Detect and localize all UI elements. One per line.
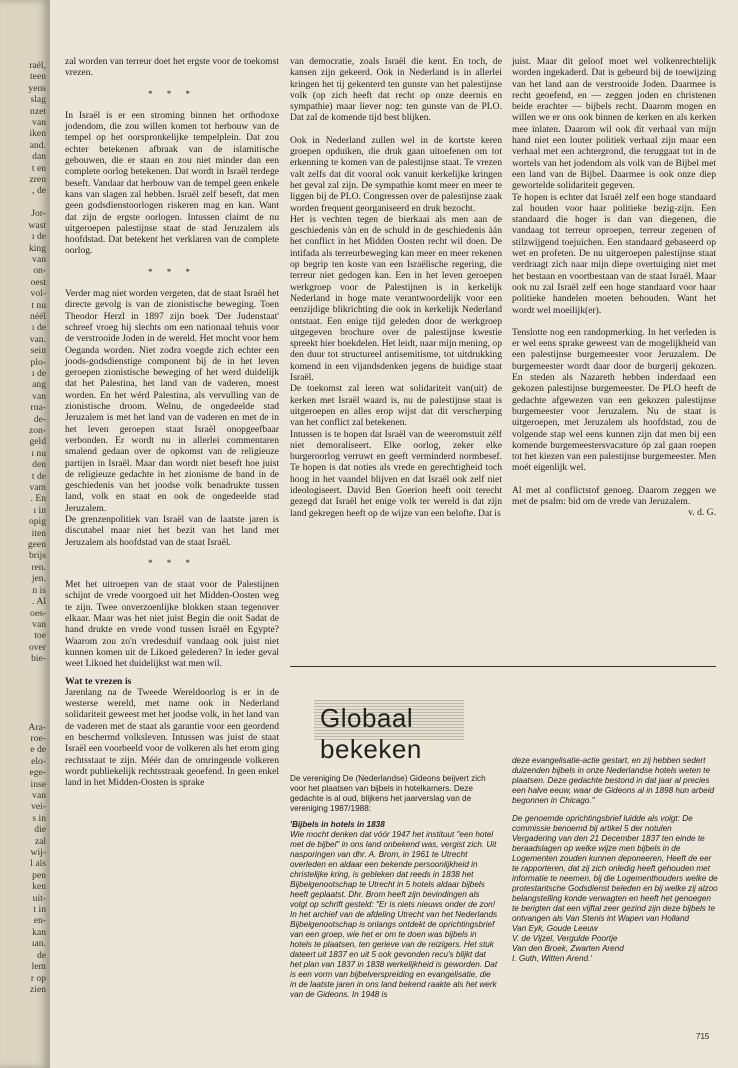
section-heading: Wat te vrezen is	[65, 675, 132, 687]
col1-lead: zal worden van terreur doet het ergste voor de toekomst vrezen.	[65, 56, 279, 79]
box-title-band	[314, 700, 464, 764]
box-top-rule	[290, 666, 716, 667]
col3-paragraph-1: juist. Maar dit geloof moet wel volkenrechtelijk worden ingekaderd. Dat is gebeurd bij de toewijzing van het land aan de verstrooide Joden. Daarmee is recht geoefend, en — zeggen joden en christenen beide erachter — bijbels recht. Daarom mogen en willen we er ons ook binnen de kerken en als kerken mee inlaten. Daarom wil ook dit verhaal van mijn hand niet een louter politiek verhaal zijn maar een verhaal met een achtergrond, die teruggaat tot in de wortels van het jodendom als volk van de Bijbel met een land van de Bijbel. Daarmee is ook onze diep gewortelde solidariteit gegeven.	[512, 56, 716, 192]
col2-paragraph-5: Intussen is te hopen dat Israël van de weeromstuit zélf niet demoraliseert. Elke oorlog, zeker elke burgeroorlog verruwt en geeft verminderd normbesef. Te hopen is dat noties als vrede en gerechtigheid toch hoog in het vaandel blijven en dat Israël ook zelf niet ideologiseert. David Ben Goerion heeft ooit terecht gezegd dat Israël het enige volk ter wereld is dat zijn land gekregen heeft op de wijze van een belofte. Dat is	[290, 428, 502, 519]
author-signature: v. d. G.	[688, 507, 716, 519]
signatory-name: Van den Broek, Zwarten Arend	[512, 944, 624, 953]
section-separator: * * *	[148, 88, 196, 99]
col1-paragraph-3: De grenzenpolitiek van Israël van de laatste jaren is discutabel maar niet het bezit van het land met Jeruzalem als hoofdstad van de staat Israël.	[65, 513, 279, 548]
col2-paragraph-2: Ook in Nederland zullen wel in de kortste keren groepen opduiken, die druk gaan uitoefenen om tot erkenning te komen van de palestijnse staat. Te vrezen valt zelfs dat dit vooral ook vanuit kerkelijke kringen het geval zal zijn. De sympathie komt meer en meer te liggen bij de PLO. Congressen over de palestijnse zaak worden frequent georganiseerd en druk bezocht.	[290, 134, 502, 214]
facing-page-text-fragments: raël, teen yens slag nzet van iken and. dan t en zren , de Jor- wast ı de king van on- oest vol- t nu néél ı de van. sein plo- ı de ang van rna- de- zon- geld ı nu den t de vam . En ı in opig iten geen brijs ren. jen. n is . Al oes- van toe over bie- Ara- roe- e de elo- ege- inse van vei- s in die zal wij- l als pen ken uit- t in en- kan ıan. de lem r op zien	[27, 60, 46, 995]
signatory-name: I. Guth, Witten Arend.'	[512, 954, 592, 963]
column-3	[512, 56, 716, 519]
col1-paragraph-2: Verder mag niet worden vergeten, dat de staat Israël het directe gevolg is van de zionistische beweging. Toen Theodor Herzl in 1897 zijn boek 'Der Judenstaat' schreef vroeg hij slechts om een nationaal tehuis voor de verstrooide Joden in de wereld. Het mocht voor hem Oeganda worden. Niet zodra voegde zich echter een joods-godsdienstige component bij de in het leven geroepen zionistische beweging of het werd duidelijk dat het Palestina, het land van de vaderen, moest worden. En het wérd Palestina, als vervulling van de zionistische droom. Welnu, de ongedeelde stad Jeruzalem is met het land van de vaderen en met de in het leven geroepen staat Israël onopgeefbaar verbonden. Er wordt nu in allerlei commentaren smalend gedaan over de opkomst van de religieuze partijen in Israël. Maar dan wordt niet beseft hoe juist de religieuze gedachte in het zionisme de band in de geschiedenis van het joodse volk benadrukte tussen land, volk en staat en ook de ongedeelde stad Jeruzalem.	[65, 288, 279, 514]
col2-paragraph-4: De toekomst zal leren wat solidariteit van(uit) de kerken met Israël waard is, nu de palestijnse staat is uitgeroepen en alles erop wijst dat dit verscherping van het conflict zal betekenen.	[290, 383, 502, 429]
box-right-paragraph-2: De genoemde oprichtingsbrief luidde als volgt: De commissie benoemd bij artikel 5 der notulen Vergadering van den 21 December 1837 ten einde te beraadslagen op welke wijze men bijbels in de Logementen zouden kunnen deponeeren, Heeft de eer te rapporteren, dat zij zich onledig heeft gehouden met informatie te neemen, bij die Logementhouders welke de protestantsche Godsdienst beleden en bij welke zij alzoo belangstelling konde verwagten en heeft het genoegen te berigten dat een vijftal zeer gezind zijn deze bijbels te ontvangen als Van Stenis int Wapen van Holland	[512, 814, 718, 923]
section-separator: * * *	[148, 557, 196, 568]
box-intro: De vereniging De (Nederlandse) Gideons beijvert zich voor het plaatsen van bijbels in hotelkamers. Deze gedachte is al oud, blijkens het jaarverslag van de vereniging 1987/1988:	[290, 774, 486, 813]
col3-paragraph-4: Al met al conflictstof genoeg. Daarom zeggen we met de psalm: bid om de vrede van Jeruzalem.	[512, 484, 716, 507]
section-separator: * * *	[148, 266, 196, 277]
signatory-name: Van Eyk, Goude Leeuw	[512, 924, 598, 933]
col2-paragraph-3: Het is vechten tegen de bierkaai als men aan de geschiedenis vàn en de schuld in de geschiedenis àán het conflict in het Midden Oosten recht wil doen. De intifada als terreurbeweging kan meer en meer rekenen op begrip ten koste van een Israëlische regering, die terreur niet gedogen kan. Een in het leven geroepen werkgroep voor de Palestijnen is in kerkelijk Nederland in hoge mate verantwoordelijk voor een eenzijdige blikrichting die ook in kerkelijk Nederland ontstaat. Een enige tijd geleden door de werkgroep uitgegeven brochure over de palestijnse kwestie spreekt hier boekdelen. Het leidt, naar mijn mening, op den duur tot structureel antisemitisme, tot uitdrukking komend in een vijandsdenken jegens de huidige staat Israël.	[290, 213, 502, 384]
box-subhead: 'Bijbels in hotels in 1838	[290, 820, 385, 829]
box-title: Globaal bekeken	[320, 703, 422, 764]
col1-paragraph-1: In Israël is er een stroming binnen het orthodoxe jodendom, die zou willen komen tot herbouw van de tempel op het oorspronkelijke tempelplein. Dat zou echter betekenen afbraak van de islamitische gebouwen, die er staan en zou niet minder dan een complete oorlog betekenen. Dat wordt in Israël terdege beseft. Vandaar dat herbouw van de tempel geen enkele kans van slagen zal hebben. Israël zelf beseft, dat men geen godsdienstoorlogen riskeren mag en kan. Want dat zijn de ergste oorlogen. Intussen claimt de nu uitgeroepen palestijnse staat de stad Jeruzalem als hoofdstad. Dat betekent het verklaren van de complete oorlog.	[65, 109, 279, 257]
column-1	[65, 56, 279, 789]
col1-paragraph-5: Jarenlang na de Tweede Wereldoorlog is er in de westerse wereld, met name ook in Nederland solidariteit geweest met het joodse volk, in het land van de vaderen met de staat als garantie voor een geordend en beschermd volksleven. Intussen was juist de staat Israël een voorbeeld voor de volkeren als het erom ging rechtsstaat te zijn. Méér dan de omringende volkeren wordt publiekelijk rechtsstraak geoefend. In geen enkel land in het Midden-Oosten is sprake	[65, 686, 279, 789]
col3-paragraph-3: Tenslotte nog een randopmerking. In het verleden is er wel eens sprake geweest van de mogelijkheid van een palestijnse burgemeester voor Jeruzalem. De burgemeester wordt daar door de burgerij gekozen. En steden als Nazareth hebben inderdaad een gekozen palestijnse burgemeester. De PLO heeft de gedachte afgewezen van een gekozen palestijnse burgemeester voor Jeruzalem. Nu de staat is uitgeroepen, met Jeruzalem als hoofdstad, zou de volgende stap wel eens kunnen zijn dat men bij een komende burgemeestersvacature óp zal gaan roepen tot het kiezen van een palestijnse burgemeester. Men moét eigenlijk wel.	[512, 326, 716, 474]
col2-paragraph-1: van democratie, zoals Israël die kent. En toch, de kansen zijn gekeerd. Ook in Nederland is in allerlei kringen het tij gekenterd ten gunste van het palestijnse volk (op zich heeft dat recht op onze deernis en sympathie) maar liever nog: ten gunste van de PLO. Dat zal de komende tijd best blijken.	[290, 56, 502, 124]
column-2	[290, 56, 502, 519]
col1-paragraph-4: Met het uitroepen van de staat voor de Palestijnen schijnt de vrede voorgoed uit het Midden-Oosten weg te zijn. Twee onverzoenlijke blokken staan tegenover elkaar. Maar was het niet juist Begin die ooit Sadat de hand drukte en vrede vond tussen Israël en Egypte? Waarom zou zo'n vredesduif vandaag ook juist niet kunnen komen uit de Likoed gelederen? In ieder geval weet Likoed het duidelijkst wat men wil.	[65, 579, 279, 670]
box-column-2	[512, 756, 718, 964]
box-right-paragraph-1: deze evangelisatie-actie gestart, en zij hebben sedert duizenden bijbels in onze Nederlandse hotels weten te plaatsen. Deze gedachte bestond in dat jaar al precies een halve eeuw, waar de Gideons al in 1898 hun arbeid begonnen in Chicago."	[512, 756, 715, 805]
col3-paragraph-2: Te hopen is echter dat Israël zelf een hoge standaard zal houden voor haar politieke bezig-zijn. Een standaard die hoger is dan van diegenen, die vandaag tot terreur oproepen, terreur zegenen of stilzwijgend toejuichen. Een standaard gebaseerd op wet en profeten. De nu uitgeroepen palestijnse staat verdraagt zich naar mijn diepe overtuiging niet met het bestaan en voortbestaan van de staat Israël. Maar ook nu zal Israël zelf een hoge standaard voor haar politieke handelen moeten behouden. Want het wordt wel moeilijk(er).	[512, 191, 716, 316]
facing-page-edge	[0, 0, 50, 1068]
page-number: 715	[696, 1032, 710, 1041]
box-column-1	[290, 774, 498, 1000]
signatory-name: V. de Vijzel, Vergulde Poortje	[512, 934, 618, 943]
box-body: Wie mocht denken dat vóór 1947 het instituut "een hotel met de bijbel" in ons land onbekend was, vergist zich. Uit nasporingen van dhr. A. Brom, in 1961 te Utrecht overleden en aldaar een bekende persoonlijkheid in christelijke kring, is gebleken dat reeds in 1838 het Bijbelgenootschap te Utrecht in 5 hotels aldaar bijbels heeft geplaatst. Dhr. Brom heeft zijn bevindingen als volgt op schrift gesteld: "Er is niets nieuws onder de zon! In het archief van de afdeling Utrecht van het Nederlands Bijbelgenootschap is onlangs ontdekt de oprichtingsbrief van een groep, wie het er om te doen was bijbels in hotels te plaatsen, ten gerieve van de reizigers. Het stuk dateert uit 1837 en uit 5 ook gevonden recu's blijkt dat het plan van 1837 in 1838 werkelijkheid is geworden. Dat is een vorm van bijbelverspreiding en evangelisatie, die in de laatste jaren in ons land bekend raakte als het werk van de Gideons. In 1948 is	[290, 830, 498, 999]
